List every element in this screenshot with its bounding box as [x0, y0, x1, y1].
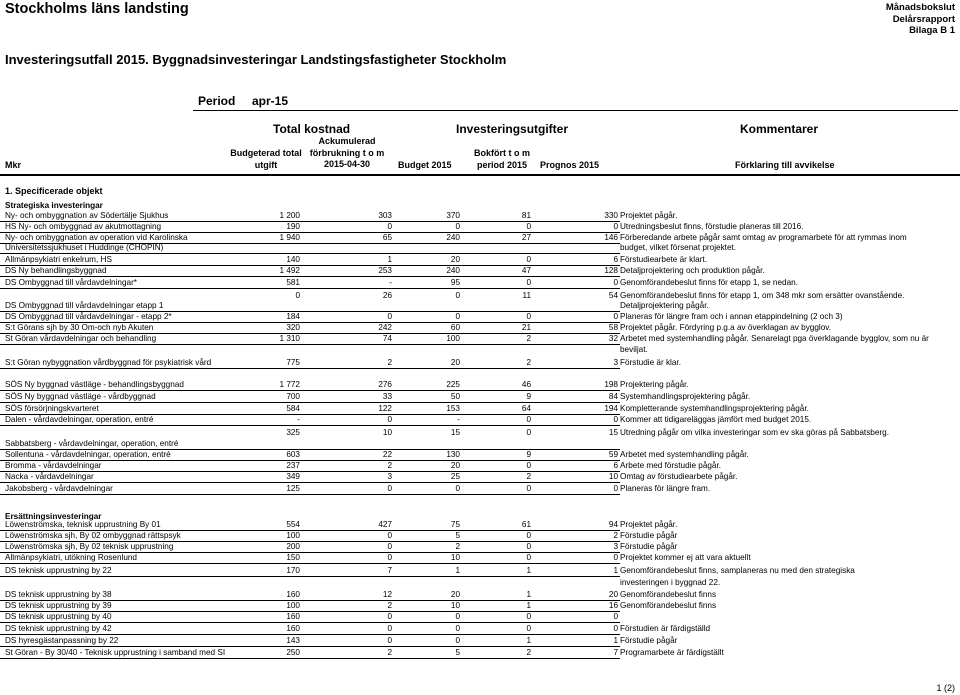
- row-value: 1 310: [279, 334, 300, 343]
- row-comment: Kommer att tidigareläggas jämfört med budget 2015.: [620, 415, 812, 424]
- row-value: 0: [455, 636, 460, 645]
- row-value: 0: [613, 278, 618, 287]
- row-value: 190: [286, 222, 300, 231]
- row-value: 0: [613, 222, 618, 231]
- row-value: 1 492: [279, 266, 300, 275]
- row-value: 0: [295, 291, 300, 300]
- row-name: Ny- och ombyggnation av Södertälje Sjukhus: [5, 211, 169, 220]
- row-value: 0: [526, 415, 531, 424]
- row-value: 3: [613, 358, 618, 367]
- row-value: 26: [382, 291, 392, 300]
- row-value: 0: [526, 484, 531, 493]
- row-value: 370: [446, 211, 460, 220]
- row-value: 100: [446, 334, 460, 343]
- row-name: Nacka - vårdavdelningar: [5, 472, 94, 481]
- row-value: 0: [526, 553, 531, 562]
- page-number: 1 (2): [936, 683, 955, 693]
- period-label: Period: [198, 94, 236, 108]
- row-value: 7: [613, 648, 618, 657]
- row-name: DS hyresgästanpassning by 22: [5, 636, 119, 645]
- row-value: 6: [613, 461, 618, 470]
- row-value: 33: [382, 392, 392, 401]
- row-divider: [0, 563, 620, 564]
- row-value: 81: [521, 211, 531, 220]
- subsection-replacement: Ersättningsinvesteringar: [5, 512, 102, 521]
- row-name: DS teknisk upprustning by 40: [5, 612, 112, 621]
- row-value: 1: [526, 636, 531, 645]
- row-name: DS teknisk upprustning by 38: [5, 590, 112, 599]
- row-comment: Projektet pågår. Fördyring p.g.a av överklagan av bygglov.: [620, 323, 832, 332]
- row-value: 0: [526, 222, 531, 231]
- row-value: 0: [387, 415, 392, 424]
- row-divider: [0, 253, 620, 254]
- row-value: 61: [521, 520, 531, 529]
- row-value: 122: [378, 404, 392, 413]
- row-value: 198: [604, 380, 618, 389]
- org-name: Stockholms läns landsting: [5, 1, 189, 17]
- row-value: 554: [286, 520, 300, 529]
- row-name: Löwenströmska sjh, By 02 teknisk upprustning: [5, 542, 174, 551]
- row-value: 320: [286, 323, 300, 332]
- row-divider: [0, 576, 620, 577]
- row-value: 2: [526, 648, 531, 657]
- row-divider: [0, 482, 620, 483]
- row-value: 10: [608, 472, 618, 481]
- row-value: 54: [608, 291, 618, 300]
- row-value: 94: [608, 520, 618, 529]
- row-value: 60: [450, 323, 460, 332]
- row-value: 50: [450, 392, 460, 401]
- row-value: 2: [526, 472, 531, 481]
- row-value: 12: [382, 590, 392, 599]
- row-name: St Göran - By 30/40 - Teknisk upprustning i samband med SI: [5, 648, 226, 657]
- row-value: 427: [378, 520, 392, 529]
- row-value: 0: [613, 553, 618, 562]
- row-value: 150: [286, 553, 300, 562]
- group-comments: Kommentarer: [740, 122, 819, 136]
- row-value: 5: [455, 648, 460, 657]
- row-value: 1: [526, 601, 531, 610]
- col-ackumulerad: Ackumulerad förbrukning t o m 2015-04-30: [309, 136, 385, 169]
- row-value: 0: [387, 553, 392, 562]
- row-value: 160: [286, 624, 300, 633]
- row-name: Sabbatsberg - vårdavdelningar, operation, entré: [5, 439, 179, 448]
- row-value: 140: [286, 255, 300, 264]
- row-name: S:t Görans sjh by 30 Om-och nyb Akuten: [5, 323, 154, 332]
- row-value: 20: [608, 590, 618, 599]
- period-value: apr-15: [252, 94, 289, 108]
- row-value: 95: [450, 278, 460, 287]
- row-value: 32: [608, 334, 618, 343]
- row-comment: Förstudiearbete är klart.: [620, 255, 707, 264]
- row-value: 349: [286, 472, 300, 481]
- row-value: 775: [286, 358, 300, 367]
- row-value: 0: [526, 461, 531, 470]
- row-divider: [0, 344, 620, 345]
- row-value: 5: [455, 531, 460, 540]
- row-value: 0: [613, 624, 618, 633]
- row-value: 143: [286, 636, 300, 645]
- row-comment: Genomförandebeslut finns för etapp 1, om 348 mkr som ersätter ovanstående.: [620, 291, 905, 300]
- row-value: 20: [450, 358, 460, 367]
- row-name: DS teknisk upprustning by 39: [5, 601, 112, 610]
- row-value: 0: [526, 531, 531, 540]
- row-comment: Förstudie pågår: [620, 542, 678, 551]
- row-value: 240: [446, 266, 460, 275]
- row-divider: [0, 494, 620, 495]
- row-comment: Genomförandebeslut finns, samplaneras nu med den strategiska: [620, 566, 855, 575]
- row-value: 10: [382, 428, 392, 437]
- row-comment: Förstudie pågår: [620, 531, 678, 540]
- row-value: 3: [613, 542, 618, 551]
- col-forklaring: Förklaring till avvikelse: [735, 160, 835, 170]
- row-value: 0: [455, 291, 460, 300]
- row-name: Allmänpsykiatri enkelrum, HS: [5, 255, 112, 264]
- row-value: 0: [526, 624, 531, 633]
- row-divider: [0, 622, 620, 623]
- row-name: Jakobsberg - vårdavdelningar: [5, 484, 113, 493]
- row-value: 240: [446, 233, 460, 242]
- row-comment: Projektet kommer ej att vara aktuellt: [620, 553, 751, 562]
- row-value: 1: [455, 566, 460, 575]
- row-value: 46: [521, 380, 531, 389]
- row-name: HS Ny- och ombyggnad av akutmottagning: [5, 222, 162, 231]
- row-comment: Förstudie är klar.: [620, 358, 681, 367]
- row-value: 0: [387, 312, 392, 321]
- row-value: 0: [613, 415, 618, 424]
- row-value: 250: [286, 648, 300, 657]
- row-comment: Utredningsbeslut finns, förstudie planeras till 2016.: [620, 222, 804, 231]
- row-value: 0: [526, 612, 531, 621]
- row-comment: Förberedande arbete pågår samt omtag av programarbete för att rymmas inom: [620, 233, 907, 242]
- row-value: 146: [604, 233, 618, 242]
- col-budget-total: Budgeterad total utgift: [230, 148, 302, 170]
- row-value: 1 940: [279, 233, 300, 242]
- row-comment: Planeras för längre fram.: [620, 484, 711, 493]
- row-value: 100: [286, 531, 300, 540]
- row-value: 1: [387, 255, 392, 264]
- row-value: 160: [286, 612, 300, 621]
- row-comment: Genomförandebeslut finns: [620, 601, 717, 610]
- row-value: 0: [526, 312, 531, 321]
- report-label-3: Bilaga B 1: [909, 25, 955, 36]
- row-value: 75: [450, 520, 460, 529]
- row-value: 242: [378, 323, 392, 332]
- report-labels: [886, 2, 955, 37]
- row-divider: [0, 634, 620, 635]
- row-value: 9: [526, 450, 531, 459]
- row-value: 74: [382, 334, 392, 343]
- row-comment: Planeras för längre fram och i annan etappindelning (2 och 3): [620, 312, 843, 321]
- row-value: 170: [286, 566, 300, 575]
- row-value: 0: [455, 484, 460, 493]
- row-value: 0: [387, 484, 392, 493]
- col-budget-2015: Budget 2015: [398, 160, 452, 170]
- row-name: Universitetssjukhuset i Huddinge (CHOPIN): [5, 243, 164, 252]
- row-value: 2: [387, 358, 392, 367]
- row-value: 11: [522, 291, 531, 300]
- row-value: 65: [382, 233, 392, 242]
- row-value: 0: [613, 484, 618, 493]
- row-name: DS Ombyggnad till vårdavdelningar*: [5, 278, 137, 287]
- row-comment: Genomförandebeslut finns: [620, 590, 717, 599]
- row-value: 0: [526, 428, 531, 437]
- row-value: 10: [450, 553, 460, 562]
- row-name: SÖS Ny byggnad västläge - vårdbyggnad: [5, 392, 156, 401]
- row-comment: budget, vilket försenat projektet.: [620, 243, 737, 252]
- row-value: 100: [286, 601, 300, 610]
- section-specified: 1. Specificerade objekt: [5, 186, 103, 196]
- row-value: 0: [387, 636, 392, 645]
- row-value: 0: [387, 222, 392, 231]
- row-value: 1: [613, 566, 618, 575]
- row-comment: Programarbete är färdigställt: [620, 648, 724, 657]
- group-investments: Investeringsutgifter: [456, 122, 569, 136]
- row-value: 0: [455, 312, 460, 321]
- row-value: 7: [387, 566, 392, 575]
- row-value: 160: [286, 590, 300, 599]
- row-value: 581: [286, 278, 300, 287]
- row-value: 0: [526, 255, 531, 264]
- row-value: 1 200: [279, 211, 300, 220]
- row-value: 330: [604, 211, 618, 220]
- row-comment: Detaljprojektering pågår.: [620, 301, 709, 310]
- report-label-2: Delårsrapport: [892, 13, 955, 25]
- row-value: 237: [286, 461, 300, 470]
- row-comment: Arbetet med systemhandling pågår. Senarelagt pga överklagande bygglov, som nu är: [620, 334, 929, 343]
- row-value: 0: [526, 542, 531, 551]
- row-value: 2: [387, 461, 392, 470]
- row-value: 194: [604, 404, 618, 413]
- row-value: 20: [450, 255, 460, 264]
- row-comment: Arbetet med systemhandling pågår.: [620, 450, 749, 459]
- row-value: 2: [455, 542, 460, 551]
- row-name: DS Ny behandlingsbyggnad: [5, 266, 107, 275]
- row-value: 2: [613, 531, 618, 540]
- row-divider: [0, 402, 620, 403]
- row-value: 20: [450, 590, 460, 599]
- row-value: 22: [382, 450, 392, 459]
- row-divider: [0, 658, 620, 659]
- row-value: 3: [387, 472, 392, 481]
- row-name: Ny- och ombyggnation av operation vid Karolinska: [5, 233, 188, 242]
- row-name: SÖS försörjningskvarteret: [5, 404, 99, 413]
- row-divider: [0, 390, 620, 391]
- row-divider: [0, 646, 620, 647]
- row-value: 84: [608, 392, 618, 401]
- row-value: 1: [526, 566, 531, 575]
- page-title: Investeringsutfall 2015. Byggnadsinvesteringar Landstingsfastigheter Stockholm: [5, 52, 507, 67]
- row-value: 125: [286, 484, 300, 493]
- row-value: 59: [608, 450, 618, 459]
- row-comment: Förstudie pågår: [620, 636, 678, 645]
- row-value: 58: [608, 323, 618, 332]
- row-value: 130: [446, 450, 460, 459]
- row-value: 0: [455, 222, 460, 231]
- col-bokfort: Bokfört t o m period 2015: [474, 148, 530, 170]
- row-value: 15: [608, 428, 618, 437]
- group-total-cost: Total kostnad: [273, 122, 351, 136]
- row-value: 2: [526, 334, 531, 343]
- row-divider: [0, 276, 620, 277]
- row-value: 0: [387, 612, 392, 621]
- report-label-1: Månadsbokslut: [885, 2, 955, 13]
- row-name: Bromma - vårdavdelningar: [5, 461, 102, 470]
- row-value: 2: [387, 648, 392, 657]
- row-name: Dalen - vårdavdelningar, operation, entré: [5, 415, 154, 424]
- row-value: 9: [526, 392, 531, 401]
- row-comment: Omtag av förstudiearbete pågår.: [620, 472, 738, 481]
- row-value: 253: [378, 266, 392, 275]
- row-value: 0: [613, 612, 618, 621]
- row-value: 27: [521, 233, 531, 242]
- row-name: Sollentuna - vårdavdelningar, operation, entré: [5, 450, 171, 459]
- row-comment: Projektering pågår.: [620, 380, 689, 389]
- row-comment: Arbete med förstudie pågår.: [620, 461, 722, 470]
- row-name: SÖS Ny byggnad västläge - behandlingsbyggnad: [5, 380, 184, 389]
- row-name: Allmänpsykiatri, utökning Rosenlund: [5, 553, 137, 562]
- row-comment: beviljat.: [620, 345, 648, 354]
- row-value: 64: [521, 404, 531, 413]
- row-value: 47: [521, 266, 531, 275]
- row-value: 0: [455, 624, 460, 633]
- row-name: DS teknisk upprustning by 22: [5, 566, 112, 575]
- row-value: 15: [450, 428, 460, 437]
- row-value: 2: [526, 358, 531, 367]
- row-value: 0: [526, 278, 531, 287]
- row-value: -: [457, 415, 460, 424]
- col-mkr: Mkr: [5, 160, 22, 170]
- row-value: 225: [446, 380, 460, 389]
- row-value: 0: [455, 612, 460, 621]
- row-value: 303: [378, 211, 392, 220]
- row-comment: Förstudien är färdigställd: [620, 624, 711, 633]
- col-prognos: Prognos 2015: [540, 160, 600, 170]
- row-value: 184: [286, 312, 300, 321]
- subsection-strategic: Strategiska investeringar: [5, 201, 103, 210]
- row-comment: Utredning pågår om vilka investeringar som ev ska göras på Sabbatsberg.: [620, 428, 889, 437]
- row-name: S:t Göran nybyggnation vårdbyggnad för psykiatrisk vård: [5, 358, 212, 367]
- row-value: 0: [387, 531, 392, 540]
- row-value: -: [389, 278, 392, 287]
- row-comment: Genomförandebeslut finns för etapp 1, se nedan.: [620, 278, 798, 287]
- row-divider: [0, 368, 620, 369]
- row-value: -: [297, 415, 300, 424]
- row-value: 16: [608, 601, 618, 610]
- row-value: 25: [450, 472, 460, 481]
- row-value: 128: [604, 266, 618, 275]
- row-value: 700: [286, 392, 300, 401]
- row-value: 10: [450, 601, 460, 610]
- row-value: 276: [378, 380, 392, 389]
- row-divider: [0, 425, 620, 426]
- row-value: 0: [613, 312, 618, 321]
- row-value: 21: [521, 323, 531, 332]
- row-value: 153: [446, 404, 460, 413]
- row-name: DS Ombyggnad till vårdavdelningar etapp 1: [5, 301, 164, 310]
- row-value: 325: [286, 428, 300, 437]
- row-comment: Projektet pågår.: [620, 520, 678, 529]
- row-comment: Detaljprojektering och produktion pågår.: [620, 266, 765, 275]
- row-name: Löwenströmska sjh, By 02 ombyggnad rättspsyk: [5, 531, 181, 540]
- row-value: 2: [387, 601, 392, 610]
- row-name: DS teknisk upprustning by 42: [5, 624, 112, 633]
- row-comment: Systemhandlingsprojektering pågår.: [620, 392, 751, 401]
- row-value: 603: [286, 450, 300, 459]
- row-value: 20: [450, 461, 460, 470]
- row-value: 6: [613, 255, 618, 264]
- row-value: 1: [526, 590, 531, 599]
- row-value: 200: [286, 542, 300, 551]
- row-name: DS Ombyggnad till vårdavdelningar - etapp 2*: [5, 312, 172, 321]
- row-name: Löwenströmska, teknisk upprustning By 01: [5, 520, 161, 529]
- row-comment: Kompletterande systemhandlingsprojektering pågår.: [620, 404, 809, 413]
- row-name: St Göran vårdavdelningar och behandling: [5, 334, 157, 343]
- row-value: 584: [286, 404, 300, 413]
- row-comment: investeringen i byggnad 22.: [620, 578, 721, 587]
- row-value: 1: [613, 636, 618, 645]
- row-value: 0: [387, 542, 392, 551]
- row-divider: [0, 288, 620, 289]
- row-value: 0: [387, 624, 392, 633]
- row-value: 1 772: [279, 380, 300, 389]
- row-comment: Projektet pågår.: [620, 211, 678, 220]
